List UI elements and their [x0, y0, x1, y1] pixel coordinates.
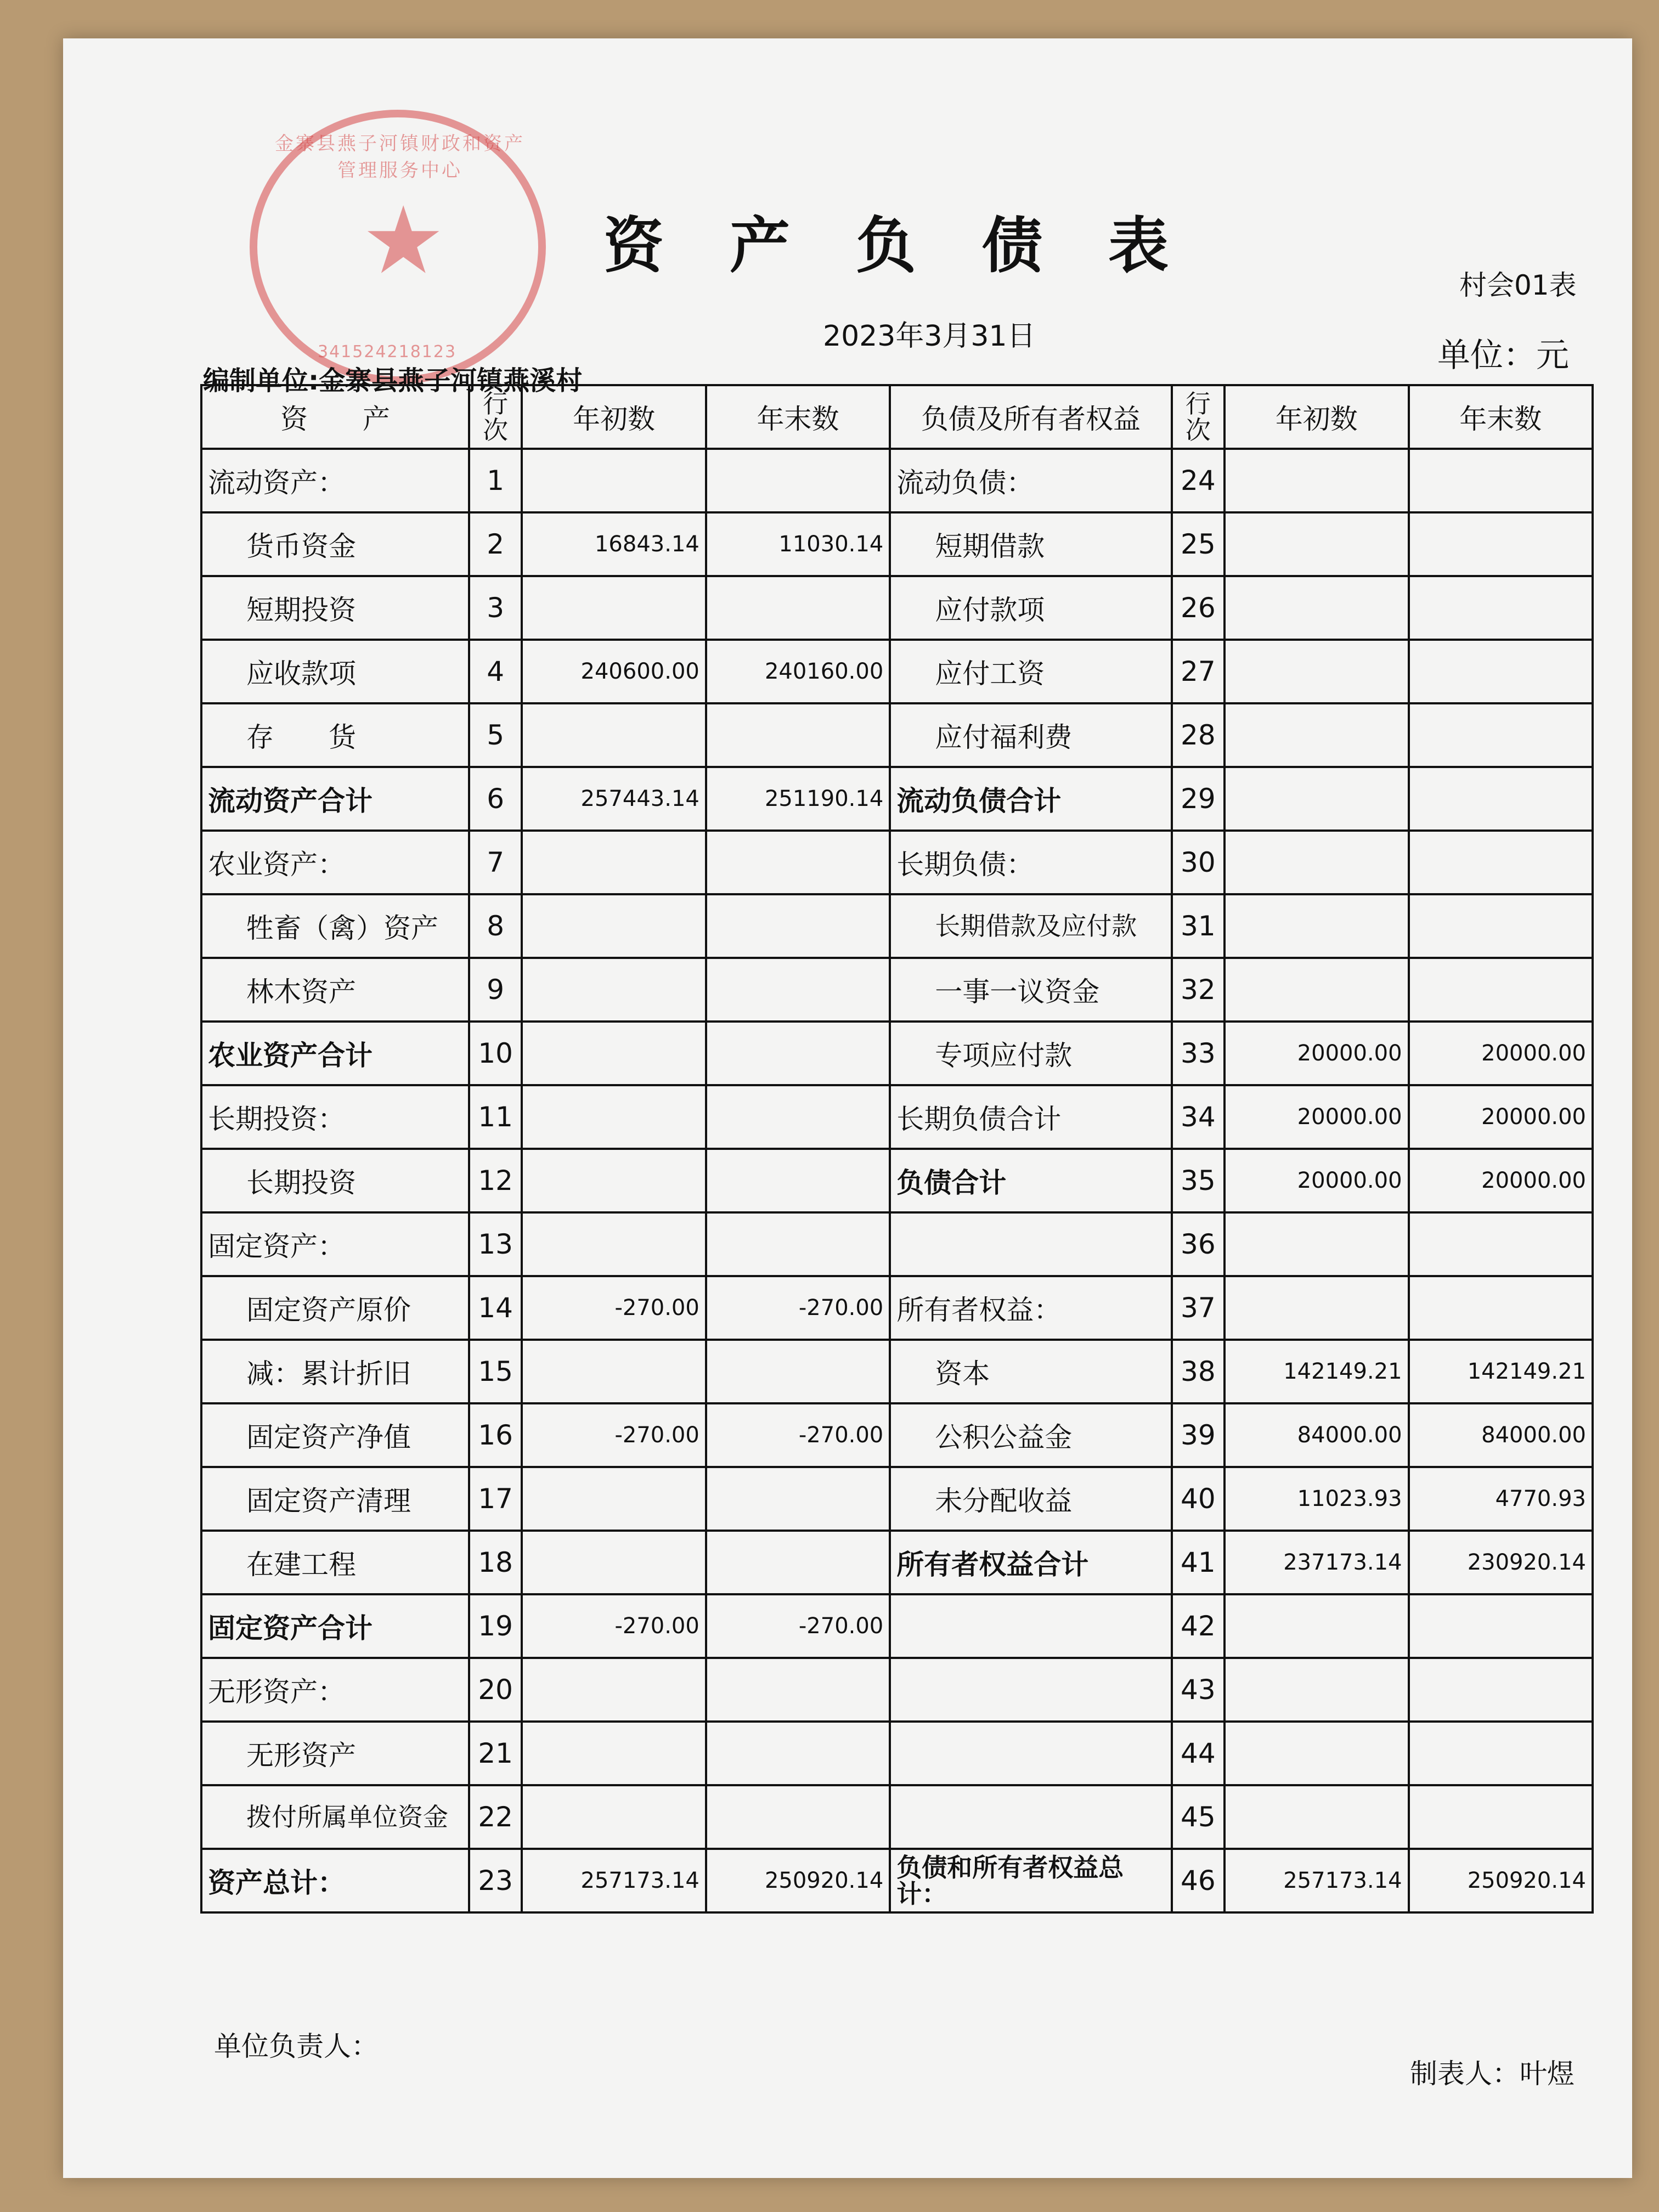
asset-begin-value: 16843.14	[522, 512, 706, 576]
liability-name: 公积公益金	[890, 1403, 1171, 1467]
liability-begin-value: 20000.00	[1224, 1085, 1408, 1149]
asset-name: 农业资产：	[201, 831, 469, 894]
asset-name: 长期投资：	[201, 1085, 469, 1149]
seal-code: 341524218123	[318, 342, 457, 362]
asset-begin-value	[522, 1722, 706, 1785]
official-seal	[250, 110, 546, 384]
asset-end-value: -270.00	[706, 1403, 890, 1467]
asset-begin-value	[522, 831, 706, 894]
liability-end-value	[1409, 1658, 1593, 1722]
asset-name: 拨付所属单位资金	[201, 1785, 469, 1849]
liability-name: 资本	[890, 1340, 1171, 1403]
asset-row-no: 14	[469, 1276, 522, 1340]
liability-begin-value: 237173.14	[1224, 1531, 1408, 1594]
liability-begin-value	[1224, 894, 1408, 958]
asset-name: 固定资产原价	[201, 1276, 469, 1340]
liability-name: 未分配收益	[890, 1467, 1171, 1531]
liability-begin-value: 11023.93	[1224, 1467, 1408, 1531]
liability-name: 流动负债合计	[890, 767, 1171, 831]
table-row	[201, 449, 1593, 512]
liability-row-no: 24	[1172, 449, 1225, 512]
liability-row-no: 35	[1172, 1149, 1225, 1212]
liability-row-no: 42	[1172, 1594, 1225, 1658]
liability-end-value	[1409, 958, 1593, 1022]
liability-row-no: 33	[1172, 1022, 1225, 1085]
asset-name: 固定资产：	[201, 1212, 469, 1276]
liability-begin-value: 84000.00	[1224, 1403, 1408, 1467]
liability-begin-value	[1224, 1722, 1408, 1785]
asset-begin-value	[522, 1531, 706, 1594]
asset-begin-value	[522, 703, 706, 767]
table-row	[201, 1531, 1593, 1594]
table-row	[201, 576, 1593, 640]
liability-begin-value	[1224, 576, 1408, 640]
asset-end-value: 250920.14	[706, 1849, 890, 1912]
asset-row-no: 3	[469, 576, 522, 640]
liability-row-no: 28	[1172, 703, 1225, 767]
col-liab: 负债及所有者权益	[890, 385, 1171, 449]
table-row	[201, 958, 1593, 1022]
asset-name: 无形资产：	[201, 1658, 469, 1722]
asset-name: 货币资金	[201, 512, 469, 576]
asset-row-no: 7	[469, 831, 522, 894]
asset-name: 短期投资	[201, 576, 469, 640]
liability-name: 应付工资	[890, 640, 1171, 703]
liability-row-no: 36	[1172, 1212, 1225, 1276]
asset-begin-value: 257443.14	[522, 767, 706, 831]
liability-end-value	[1409, 640, 1593, 703]
liability-name	[890, 1658, 1171, 1722]
table-row	[201, 831, 1593, 894]
asset-name: 存 货	[201, 703, 469, 767]
liability-row-no: 29	[1172, 767, 1225, 831]
liability-end-value	[1409, 767, 1593, 831]
asset-row-no: 4	[469, 640, 522, 703]
seal-star-icon: ★	[362, 187, 445, 295]
liability-row-no: 41	[1172, 1531, 1225, 1594]
asset-end-value	[706, 1149, 890, 1212]
asset-begin-value: 240600.00	[522, 640, 706, 703]
asset-begin-value	[522, 958, 706, 1022]
liability-name: 流动负债：	[890, 449, 1171, 512]
liability-name: 所有者权益合计	[890, 1531, 1171, 1594]
compiling-unit: 编制单位:金寨县燕子河镇燕溪村	[203, 365, 583, 396]
liability-name: 短期借款	[890, 512, 1171, 576]
table-row	[201, 1658, 1593, 1722]
asset-row-no: 12	[469, 1149, 522, 1212]
liability-row-no: 26	[1172, 576, 1225, 640]
table-row	[201, 1722, 1593, 1785]
asset-begin-value	[522, 1658, 706, 1722]
liability-begin-value	[1224, 1785, 1408, 1849]
liability-end-value: 20000.00	[1409, 1085, 1593, 1149]
liability-end-value: 20000.00	[1409, 1149, 1593, 1212]
asset-begin-value	[522, 449, 706, 512]
asset-end-value	[706, 831, 890, 894]
liability-row-no: 45	[1172, 1785, 1225, 1849]
asset-begin-value	[522, 1212, 706, 1276]
liability-row-no: 39	[1172, 1403, 1225, 1467]
table-row	[201, 512, 1593, 576]
balance-sheet-table	[200, 384, 1594, 1914]
col-row: 行次	[469, 385, 522, 449]
liability-begin-value: 20000.00	[1224, 1022, 1408, 1085]
table-row	[201, 1340, 1593, 1403]
table-row	[201, 1785, 1593, 1849]
asset-begin-value	[522, 894, 706, 958]
liability-name: 一事一议资金	[890, 958, 1171, 1022]
asset-begin-value	[522, 1085, 706, 1149]
liability-begin-value	[1224, 449, 1408, 512]
liability-end-value	[1409, 512, 1593, 576]
table-header-row	[201, 385, 1593, 449]
asset-name: 资产总计：	[201, 1849, 469, 1912]
preparer-label: 制表人：叶煜	[1410, 2058, 1575, 2090]
liability-end-value: 230920.14	[1409, 1531, 1593, 1594]
table-row	[201, 1467, 1593, 1531]
asset-row-no: 11	[469, 1085, 522, 1149]
report-date: 2023年3月31日	[823, 320, 1036, 353]
asset-row-no: 10	[469, 1022, 522, 1085]
liability-row-no: 46	[1172, 1849, 1225, 1912]
liability-name	[890, 1722, 1171, 1785]
liability-row-no: 31	[1172, 894, 1225, 958]
asset-end-value	[706, 576, 890, 640]
liability-row-no: 27	[1172, 640, 1225, 703]
table-row	[201, 894, 1593, 958]
liability-end-value	[1409, 1594, 1593, 1658]
asset-end-value: -270.00	[706, 1276, 890, 1340]
liability-name	[890, 1594, 1171, 1658]
page-title: 资产负债表	[603, 210, 1234, 281]
unit-head-label: 单位负责人：	[214, 2030, 379, 2062]
table-row	[201, 1022, 1593, 1085]
col-begin: 年初数	[522, 385, 706, 449]
asset-end-value	[706, 1531, 890, 1594]
liability-begin-value: 257173.14	[1224, 1849, 1408, 1912]
liability-row-no: 37	[1172, 1276, 1225, 1340]
liability-begin-value	[1224, 1658, 1408, 1722]
liability-name	[890, 1785, 1171, 1849]
asset-name: 减：累计折旧	[201, 1340, 469, 1403]
asset-begin-value: -270.00	[522, 1594, 706, 1658]
asset-end-value	[706, 1022, 890, 1085]
liability-name: 应付款项	[890, 576, 1171, 640]
liability-name: 负债合计	[890, 1149, 1171, 1212]
liability-name: 长期负债合计	[890, 1085, 1171, 1149]
asset-begin-value	[522, 1467, 706, 1531]
asset-name: 长期投资	[201, 1149, 469, 1212]
liability-row-no: 40	[1172, 1467, 1225, 1531]
liability-begin-value	[1224, 1276, 1408, 1340]
liability-end-value	[1409, 449, 1593, 512]
asset-row-no: 23	[469, 1849, 522, 1912]
liability-name: 长期负债：	[890, 831, 1171, 894]
liability-end-value	[1409, 1212, 1593, 1276]
liability-row-no: 38	[1172, 1340, 1225, 1403]
currency-unit: 单位：元	[1437, 336, 1569, 375]
liability-begin-value	[1224, 640, 1408, 703]
asset-end-value	[706, 1467, 890, 1531]
asset-end-value: -270.00	[706, 1594, 890, 1658]
asset-name: 流动资产合计	[201, 767, 469, 831]
asset-end-value: 240160.00	[706, 640, 890, 703]
asset-name: 流动资产：	[201, 449, 469, 512]
table-row	[201, 767, 1593, 831]
asset-row-no: 18	[469, 1531, 522, 1594]
asset-begin-value	[522, 1340, 706, 1403]
liability-row-no: 43	[1172, 1658, 1225, 1722]
liability-row-no: 44	[1172, 1722, 1225, 1785]
col-row2: 行次	[1172, 385, 1225, 449]
liability-row-no: 34	[1172, 1085, 1225, 1149]
liability-end-value: 4770.93	[1409, 1467, 1593, 1531]
asset-begin-value	[522, 1022, 706, 1085]
liability-end-value: 20000.00	[1409, 1022, 1593, 1085]
asset-end-value	[706, 1340, 890, 1403]
asset-end-value: 251190.14	[706, 767, 890, 831]
asset-begin-value: 257173.14	[522, 1849, 706, 1912]
liability-name: 应付福利费	[890, 703, 1171, 767]
table-row	[201, 703, 1593, 767]
liability-name: 负债和所有者权益总计：	[890, 1849, 1171, 1912]
asset-row-no: 15	[469, 1340, 522, 1403]
liability-end-value	[1409, 1785, 1593, 1849]
liability-begin-value: 20000.00	[1224, 1149, 1408, 1212]
col-begin2: 年初数	[1224, 385, 1408, 449]
liability-end-value	[1409, 1276, 1593, 1340]
col-end: 年末数	[706, 385, 890, 449]
liability-end-value: 250920.14	[1409, 1849, 1593, 1912]
liability-row-no: 32	[1172, 958, 1225, 1022]
asset-end-value	[706, 958, 890, 1022]
asset-end-value: 11030.14	[706, 512, 890, 576]
liability-name: 专项应付款	[890, 1022, 1171, 1085]
asset-end-value	[706, 1722, 890, 1785]
asset-name: 农业资产合计	[201, 1022, 469, 1085]
table-row	[201, 1849, 1593, 1912]
liability-begin-value	[1224, 1594, 1408, 1658]
asset-end-value	[706, 703, 890, 767]
liability-name	[890, 1212, 1171, 1276]
liability-row-no: 25	[1172, 512, 1225, 576]
liability-end-value: 142149.21	[1409, 1340, 1593, 1403]
asset-name: 应收款项	[201, 640, 469, 703]
asset-name: 在建工程	[201, 1531, 469, 1594]
asset-name: 固定资产清理	[201, 1467, 469, 1531]
asset-row-no: 16	[469, 1403, 522, 1467]
liability-begin-value: 142149.21	[1224, 1340, 1408, 1403]
asset-begin-value	[522, 1785, 706, 1849]
table-row	[201, 1212, 1593, 1276]
liability-begin-value	[1224, 512, 1408, 576]
table-row	[201, 1149, 1593, 1212]
asset-row-no: 2	[469, 512, 522, 576]
table-row	[201, 640, 1593, 703]
asset-row-no: 5	[469, 703, 522, 767]
liability-row-no: 30	[1172, 831, 1225, 894]
asset-row-no: 8	[469, 894, 522, 958]
asset-row-no: 21	[469, 1722, 522, 1785]
asset-row-no: 13	[469, 1212, 522, 1276]
liability-name: 所有者权益：	[890, 1276, 1171, 1340]
asset-begin-value: -270.00	[522, 1403, 706, 1467]
asset-end-value	[706, 1085, 890, 1149]
asset-end-value	[706, 1212, 890, 1276]
liability-end-value	[1409, 1722, 1593, 1785]
liability-begin-value	[1224, 958, 1408, 1022]
liability-begin-value	[1224, 767, 1408, 831]
liability-end-value	[1409, 894, 1593, 958]
liability-name: 长期借款及应付款	[890, 894, 1171, 958]
asset-row-no: 17	[469, 1467, 522, 1531]
liability-begin-value	[1224, 1212, 1408, 1276]
asset-end-value	[706, 1785, 890, 1849]
seal-text: 金寨县燕子河镇财政和资产管理服务中心	[275, 133, 525, 182]
asset-name: 无形资产	[201, 1722, 469, 1785]
asset-name: 固定资产净值	[201, 1403, 469, 1467]
asset-begin-value: -270.00	[522, 1276, 706, 1340]
asset-begin-value	[522, 1149, 706, 1212]
liability-begin-value	[1224, 703, 1408, 767]
asset-end-value	[706, 894, 890, 958]
asset-row-no: 1	[469, 449, 522, 512]
asset-row-no: 20	[469, 1658, 522, 1722]
col-end2: 年末数	[1409, 385, 1593, 449]
asset-begin-value	[522, 576, 706, 640]
table-row	[201, 1085, 1593, 1149]
asset-row-no: 19	[469, 1594, 522, 1658]
liability-end-value	[1409, 576, 1593, 640]
asset-row-no: 6	[469, 767, 522, 831]
asset-end-value	[706, 1658, 890, 1722]
asset-name: 林木资产	[201, 958, 469, 1022]
asset-end-value	[706, 449, 890, 512]
asset-name: 固定资产合计	[201, 1594, 469, 1658]
table-row	[201, 1276, 1593, 1340]
asset-row-no: 22	[469, 1785, 522, 1849]
asset-name: 牲畜（禽）资产	[201, 894, 469, 958]
liability-begin-value	[1224, 831, 1408, 894]
table-row	[201, 1403, 1593, 1467]
liability-end-value: 84000.00	[1409, 1403, 1593, 1467]
asset-row-no: 9	[469, 958, 522, 1022]
liability-end-value	[1409, 831, 1593, 894]
form-number: 村会01表	[1459, 269, 1577, 301]
col-asset: 资 产	[201, 385, 469, 449]
table-row	[201, 1594, 1593, 1658]
liability-end-value	[1409, 703, 1593, 767]
